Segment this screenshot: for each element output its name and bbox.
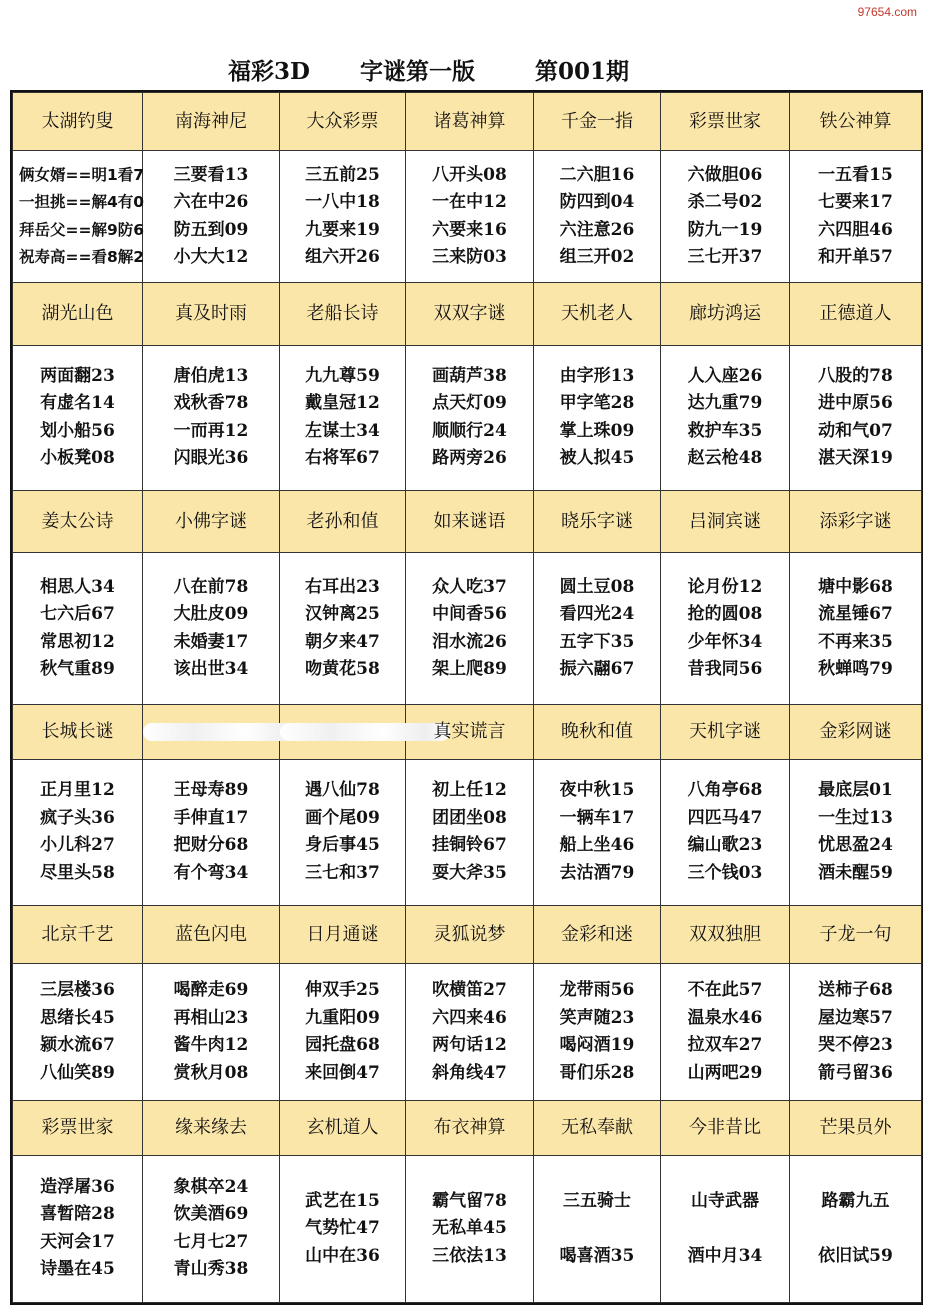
author-header-row (13, 283, 922, 345)
riddle-line: 达九重79 (687, 393, 763, 414)
riddle-line: 组六开26 (305, 247, 380, 268)
author-name-cell: 湖光山色 (13, 283, 143, 345)
riddle-line: 一八中18 (305, 192, 380, 213)
page-title: 字谜第一版 (360, 57, 475, 85)
riddle-line: 六四来46 (432, 1007, 507, 1028)
lottery-name: 福彩3D (228, 57, 310, 85)
riddle-line: 和开单57 (818, 247, 893, 268)
riddle-line: 手伸直17 (173, 807, 249, 828)
riddle-line: 霸气留78 (432, 1190, 507, 1211)
riddle-cell (790, 345, 922, 490)
riddle-cell (280, 345, 406, 490)
author-name-cell: 姜太公诗 (13, 490, 143, 552)
riddle-line: 伸双手25 (305, 980, 380, 1001)
site-watermark: 97654.com (854, 4, 921, 20)
riddle-line: 圆土豆08 (559, 576, 635, 597)
riddle-line: 一在中12 (432, 192, 507, 213)
riddle-line: 救护车35 (687, 420, 763, 441)
riddle-line: 九重阳09 (305, 1007, 380, 1028)
riddle-line: 编山歌23 (687, 835, 763, 856)
author-name-cell: 今非昔比 (661, 1101, 790, 1155)
riddle-line: 四匹马47 (687, 807, 763, 828)
riddle-line: 泪水流26 (432, 631, 507, 652)
author-name-cell: 缘来缘去 (143, 1101, 280, 1155)
riddle-line: 塘中影68 (818, 576, 893, 597)
author-name-cell: 彩票世家 (13, 1101, 143, 1155)
riddle-line: 六注意26 (559, 219, 635, 240)
riddle-cell (280, 1155, 406, 1302)
riddle-line: 论月份12 (687, 576, 763, 597)
riddle-line: 三五骑士 (563, 1190, 631, 1211)
riddle-line: 吻黄花58 (305, 659, 380, 680)
riddle-line: 耍大斧35 (432, 862, 507, 883)
author-name-cell: 双双字谜 (406, 283, 534, 345)
riddle-line: 三个钱03 (687, 862, 763, 883)
riddle-line: 汉钟离25 (305, 604, 380, 625)
riddle-line: 组三开02 (559, 247, 635, 268)
riddle-line: 顺顺行24 (432, 420, 507, 441)
riddle-line: 喝闷酒19 (559, 1035, 635, 1056)
riddle-line: 三层楼36 (40, 980, 115, 1001)
author-name-cell: 晚秋和值 (534, 705, 661, 759)
riddle-line: 小大大12 (173, 247, 249, 268)
riddle-line: 八在前78 (173, 576, 249, 597)
riddle-line: 依旧试59 (818, 1245, 893, 1266)
riddle-line: 九九尊59 (305, 365, 380, 386)
riddle-cell (143, 553, 280, 705)
riddle-line: 尽里头58 (40, 862, 115, 883)
riddle-content-row (13, 345, 922, 490)
riddle-line: 相思人34 (40, 576, 115, 597)
riddle-line: 被人拟45 (559, 448, 635, 469)
riddle-cell (790, 1155, 922, 1302)
riddle-line (790, 1215, 921, 1243)
riddle-line: 看四光24 (559, 604, 635, 625)
riddle-line: 天河会17 (40, 1231, 115, 1252)
riddle-line: 有虚名14 (40, 393, 115, 414)
riddle-content-row (13, 1155, 922, 1302)
riddle-line: 振六翮67 (559, 659, 635, 680)
riddle-line: 斜角线47 (432, 1062, 507, 1083)
riddle-line: 点天灯09 (432, 393, 507, 414)
author-name-cell: 如来谜语 (406, 490, 534, 552)
riddle-line: 六做胆06 (687, 164, 763, 185)
riddle-line: 七要来17 (818, 192, 893, 213)
author-name-cell: 无私奉献 (534, 1101, 661, 1155)
riddle-line: 五字下35 (559, 631, 635, 652)
riddle-line: 祝寿高==看8解2 (19, 248, 145, 267)
riddle-line: 众人吃37 (432, 576, 507, 597)
riddle-line: 酒未醒59 (818, 862, 893, 883)
riddle-cell (13, 345, 143, 490)
riddle-line: 去沽酒79 (559, 862, 635, 883)
riddle-line: 一而再12 (173, 420, 249, 441)
riddle-line: 吹横笛27 (432, 980, 507, 1001)
riddle-cell (661, 345, 790, 490)
riddle-line: 最底层01 (818, 780, 893, 801)
riddle-line: 把财分68 (173, 835, 249, 856)
riddle-line: 船上坐46 (559, 835, 635, 856)
riddle-line: 动和气07 (818, 420, 893, 441)
riddle-line: 未婚妻17 (173, 631, 249, 652)
riddle-line (534, 1215, 660, 1243)
riddle-line: 象棋卒24 (173, 1176, 249, 1197)
riddle-line: 防四到04 (559, 192, 635, 213)
riddle-line: 路两旁26 (432, 448, 507, 469)
riddle-cell (406, 1155, 534, 1302)
riddle-cell (13, 151, 143, 283)
riddle-line: 八开头08 (432, 164, 507, 185)
riddle-line: 龙带雨56 (559, 980, 635, 1001)
author-header-row (13, 1101, 922, 1155)
riddle-line: 颍水流67 (40, 1035, 115, 1056)
author-name-cell: 晓乐字谜 (534, 490, 661, 552)
riddle-line: 来回倒47 (305, 1062, 380, 1083)
riddle-line: 人入座26 (687, 365, 763, 386)
riddle-line: 赏秋月08 (173, 1062, 249, 1083)
riddle-line: 再相山23 (173, 1007, 249, 1028)
riddle-line: 杀二号02 (687, 192, 763, 213)
riddle-line: 戴皇冠12 (305, 393, 380, 414)
riddle-cell (280, 553, 406, 705)
riddle-cell (534, 759, 661, 905)
riddle-line: 流星锤67 (818, 604, 893, 625)
author-name-cell: 北京千艺 (13, 905, 143, 963)
riddle-line: 三五前25 (305, 164, 380, 185)
riddle-cell (661, 553, 790, 705)
riddle-cell (534, 151, 661, 283)
riddle-line: 园托盘68 (305, 1035, 380, 1056)
author-name-cell: 小佛字谜 (143, 490, 280, 552)
author-name-cell: 老孙和值 (280, 490, 406, 552)
riddle-cell (280, 964, 406, 1101)
author-name-cell: 灵狐说梦 (406, 905, 534, 963)
riddle-line: 一生过13 (818, 807, 893, 828)
riddle-line: 不在此57 (687, 980, 763, 1001)
riddle-cell (143, 964, 280, 1101)
riddle-line: 一五看15 (818, 164, 893, 185)
riddle-line: 戏秋香78 (173, 393, 249, 414)
riddle-line: 该出世34 (173, 659, 249, 680)
riddle-line: 两面翻23 (40, 365, 115, 386)
riddle-line: 夜中秋15 (559, 780, 635, 801)
riddle-line: 诗墨在45 (40, 1259, 115, 1280)
author-name-cell: 金彩和迷 (534, 905, 661, 963)
author-name-cell: 双双独胆 (661, 905, 790, 963)
riddle-line: 武艺在15 (305, 1190, 380, 1211)
riddle-line: 两句话12 (432, 1035, 507, 1056)
author-header-row (13, 705, 922, 759)
redacted-name (280, 723, 450, 741)
riddle-line: 六在中26 (173, 192, 249, 213)
riddle-line: 二六胆16 (559, 164, 635, 185)
riddle-line: 进中原56 (818, 393, 893, 414)
riddle-cell (406, 964, 534, 1101)
riddle-line: 闪眼光36 (173, 448, 249, 469)
riddle-line: 甲字笔28 (559, 393, 635, 414)
riddle-line: 三七开37 (687, 247, 763, 268)
riddle-cell (406, 345, 534, 490)
author-name-cell (280, 705, 406, 759)
riddle-line: 有个弯34 (173, 862, 249, 883)
author-name-cell: 吕洞宾谜 (661, 490, 790, 552)
riddle-cell (661, 151, 790, 283)
riddle-line: 哭不停23 (818, 1035, 893, 1056)
author-header-row (13, 490, 922, 552)
author-name-cell (143, 705, 280, 759)
riddle-line: 八股的78 (818, 365, 893, 386)
author-name-cell: 太湖钓叟 (13, 93, 143, 151)
riddle-cell (13, 964, 143, 1101)
riddle-line: 喜暂陪28 (40, 1204, 115, 1225)
author-name-cell: 老船长诗 (280, 283, 406, 345)
riddle-line: 唐伯虎13 (173, 365, 249, 386)
riddle-cell (13, 1155, 143, 1302)
riddle-line: 箭弓留36 (818, 1062, 893, 1083)
riddle-cell (790, 553, 922, 705)
riddle-cell (534, 1155, 661, 1302)
author-name-cell: 真实谎言 (406, 705, 534, 759)
riddle-line: 八仙笑89 (40, 1062, 115, 1083)
riddle-line: 画个尾09 (305, 807, 380, 828)
riddle-table (10, 90, 923, 1305)
author-name-cell: 真及时雨 (143, 283, 280, 345)
riddle-line: 青山秀38 (173, 1259, 249, 1280)
riddle-cell (534, 964, 661, 1101)
author-name-cell: 金彩网谜 (790, 705, 922, 759)
riddle-line: 常思初12 (40, 631, 115, 652)
riddle-line: 七六后67 (40, 604, 115, 625)
riddle-line: 送柿子68 (818, 980, 893, 1001)
riddle-line: 疯子头36 (40, 807, 115, 828)
riddle-line: 温泉水46 (687, 1007, 763, 1028)
riddle-cell (661, 964, 790, 1101)
author-name-cell: 长城长谜 (13, 705, 143, 759)
riddle-line: 初上任12 (432, 780, 507, 801)
riddle-line: 少年怀34 (687, 631, 763, 652)
riddle-line: 拜岳父==解9防6 (19, 220, 145, 239)
riddle-cell (406, 759, 534, 905)
riddle-line: 九要来19 (305, 219, 380, 240)
riddle-line: 喝醉走69 (173, 980, 249, 1001)
page-header (0, 52, 927, 86)
riddle-line: 六四胆46 (818, 219, 893, 240)
riddle-line: 架上爬89 (432, 659, 507, 680)
riddle-cell (790, 759, 922, 905)
author-name-cell: 铁公神算 (790, 93, 922, 151)
riddle-line: 秋气重89 (40, 659, 115, 680)
riddle-line: 小板凳08 (40, 448, 115, 469)
riddle-line: 左谋士34 (305, 420, 380, 441)
riddle-cell (143, 1155, 280, 1302)
riddle-cell (143, 345, 280, 490)
riddle-line (661, 1215, 789, 1243)
riddle-line: 山中在36 (305, 1245, 380, 1266)
riddle-cell (790, 151, 922, 283)
riddle-line: 山寺武器 (691, 1190, 759, 1211)
riddle-line: 屋边寒57 (818, 1007, 893, 1028)
riddle-line: 造浮屠36 (40, 1176, 115, 1197)
riddle-cell (661, 759, 790, 905)
riddle-line: 掌上珠09 (559, 420, 635, 441)
riddle-line: 忧思盈24 (818, 835, 893, 856)
riddle-line: 朝夕来47 (305, 631, 380, 652)
riddle-cell (143, 151, 280, 283)
riddle-line: 身后事45 (305, 835, 380, 856)
riddle-line: 路霸九五 (821, 1190, 890, 1211)
riddle-line: 七月七27 (173, 1231, 249, 1252)
riddle-line: 右将军67 (305, 448, 380, 469)
author-name-cell: 天机字谜 (661, 705, 790, 759)
riddle-line: 由字形13 (559, 365, 635, 386)
riddle-cell (280, 151, 406, 283)
riddle-cell (661, 1155, 790, 1302)
riddle-line: 团团坐08 (432, 807, 507, 828)
riddle-cell (534, 553, 661, 705)
riddle-line: 大肚皮09 (173, 604, 249, 625)
riddle-line: 饮美酒69 (173, 1204, 249, 1225)
author-name-cell: 天机老人 (534, 283, 661, 345)
author-name-cell: 日月通谜 (280, 905, 406, 963)
author-name-cell: 芒果员外 (790, 1101, 922, 1155)
riddle-cell (143, 759, 280, 905)
author-name-cell: 布衣神算 (406, 1101, 534, 1155)
riddle-line: 三要看13 (173, 164, 249, 185)
riddle-line: 右耳出23 (305, 576, 380, 597)
riddle-cell (406, 151, 534, 283)
riddle-line: 防五到09 (173, 219, 249, 240)
riddle-line: 昔我同56 (687, 659, 763, 680)
riddle-line: 三七和37 (305, 862, 380, 883)
author-header-row (13, 93, 922, 151)
author-name-cell: 南海神尼 (143, 93, 280, 151)
riddle-line: 秋蝉鸣79 (818, 659, 893, 680)
riddle-line: 气势忙47 (305, 1218, 380, 1239)
riddle-content-row (13, 553, 922, 705)
author-name-cell: 添彩字谜 (790, 490, 922, 552)
riddle-content-row (13, 759, 922, 905)
riddle-line: 挂铜铃67 (432, 835, 507, 856)
author-name-cell: 蓝色闪电 (143, 905, 280, 963)
riddle-line: 王母寿89 (173, 780, 249, 801)
riddle-line: 赵云枪48 (687, 448, 763, 469)
riddle-line: 防九一19 (687, 219, 763, 240)
riddle-line: 无私单45 (432, 1218, 507, 1239)
riddle-line: 不再来35 (818, 631, 893, 652)
riddle-line: 哥们乐28 (559, 1062, 635, 1083)
riddle-line: 酱牛肉12 (173, 1035, 249, 1056)
author-header-row (13, 905, 922, 963)
author-name-cell: 诸葛神算 (406, 93, 534, 151)
riddle-cell (13, 759, 143, 905)
riddle-line: 划小船56 (40, 420, 115, 441)
riddle-line: 湛天深19 (818, 448, 893, 469)
author-name-cell: 大众彩票 (280, 93, 406, 151)
riddle-cell (406, 553, 534, 705)
riddle-line: 一辆车17 (559, 807, 635, 828)
riddle-line: 三依法13 (432, 1245, 507, 1266)
riddle-cell (13, 553, 143, 705)
riddle-line: 六要来16 (432, 219, 507, 240)
riddle-line: 中间香56 (432, 604, 507, 625)
issue-number: 第001期 (535, 57, 630, 85)
riddle-line: 一担挑==解4有0 (19, 193, 145, 212)
riddle-line: 俩女婿==明1看7 (19, 165, 145, 184)
riddle-line: 正月里12 (40, 780, 115, 801)
riddle-cell (790, 964, 922, 1101)
riddle-cell (534, 345, 661, 490)
riddle-line: 拉双车27 (687, 1035, 763, 1056)
riddle-cell (280, 759, 406, 905)
riddle-line: 画葫芦38 (432, 365, 507, 386)
riddle-content-row (13, 964, 922, 1101)
author-name-cell: 彩票世家 (661, 93, 790, 151)
author-name-cell: 千金一指 (534, 93, 661, 151)
riddle-line: 遇八仙78 (305, 780, 380, 801)
author-name-cell: 正德道人 (790, 283, 922, 345)
riddle-line: 小儿科27 (40, 835, 115, 856)
riddle-line: 笑声随23 (559, 1007, 635, 1028)
riddle-line: 思绪长45 (40, 1007, 115, 1028)
riddle-line: 喝喜酒35 (559, 1245, 635, 1266)
riddle-line: 三来防03 (432, 247, 507, 268)
author-name-cell: 子龙一句 (790, 905, 922, 963)
riddle-line: 酒中月34 (687, 1245, 763, 1266)
author-name-cell: 玄机道人 (280, 1101, 406, 1155)
author-name-cell: 廊坊鸿运 (661, 283, 790, 345)
riddle-line: 山两吧29 (687, 1062, 763, 1083)
riddle-line: 八角亭68 (687, 780, 763, 801)
riddle-content-row (13, 151, 922, 283)
riddle-line: 抢的圆08 (687, 604, 763, 625)
